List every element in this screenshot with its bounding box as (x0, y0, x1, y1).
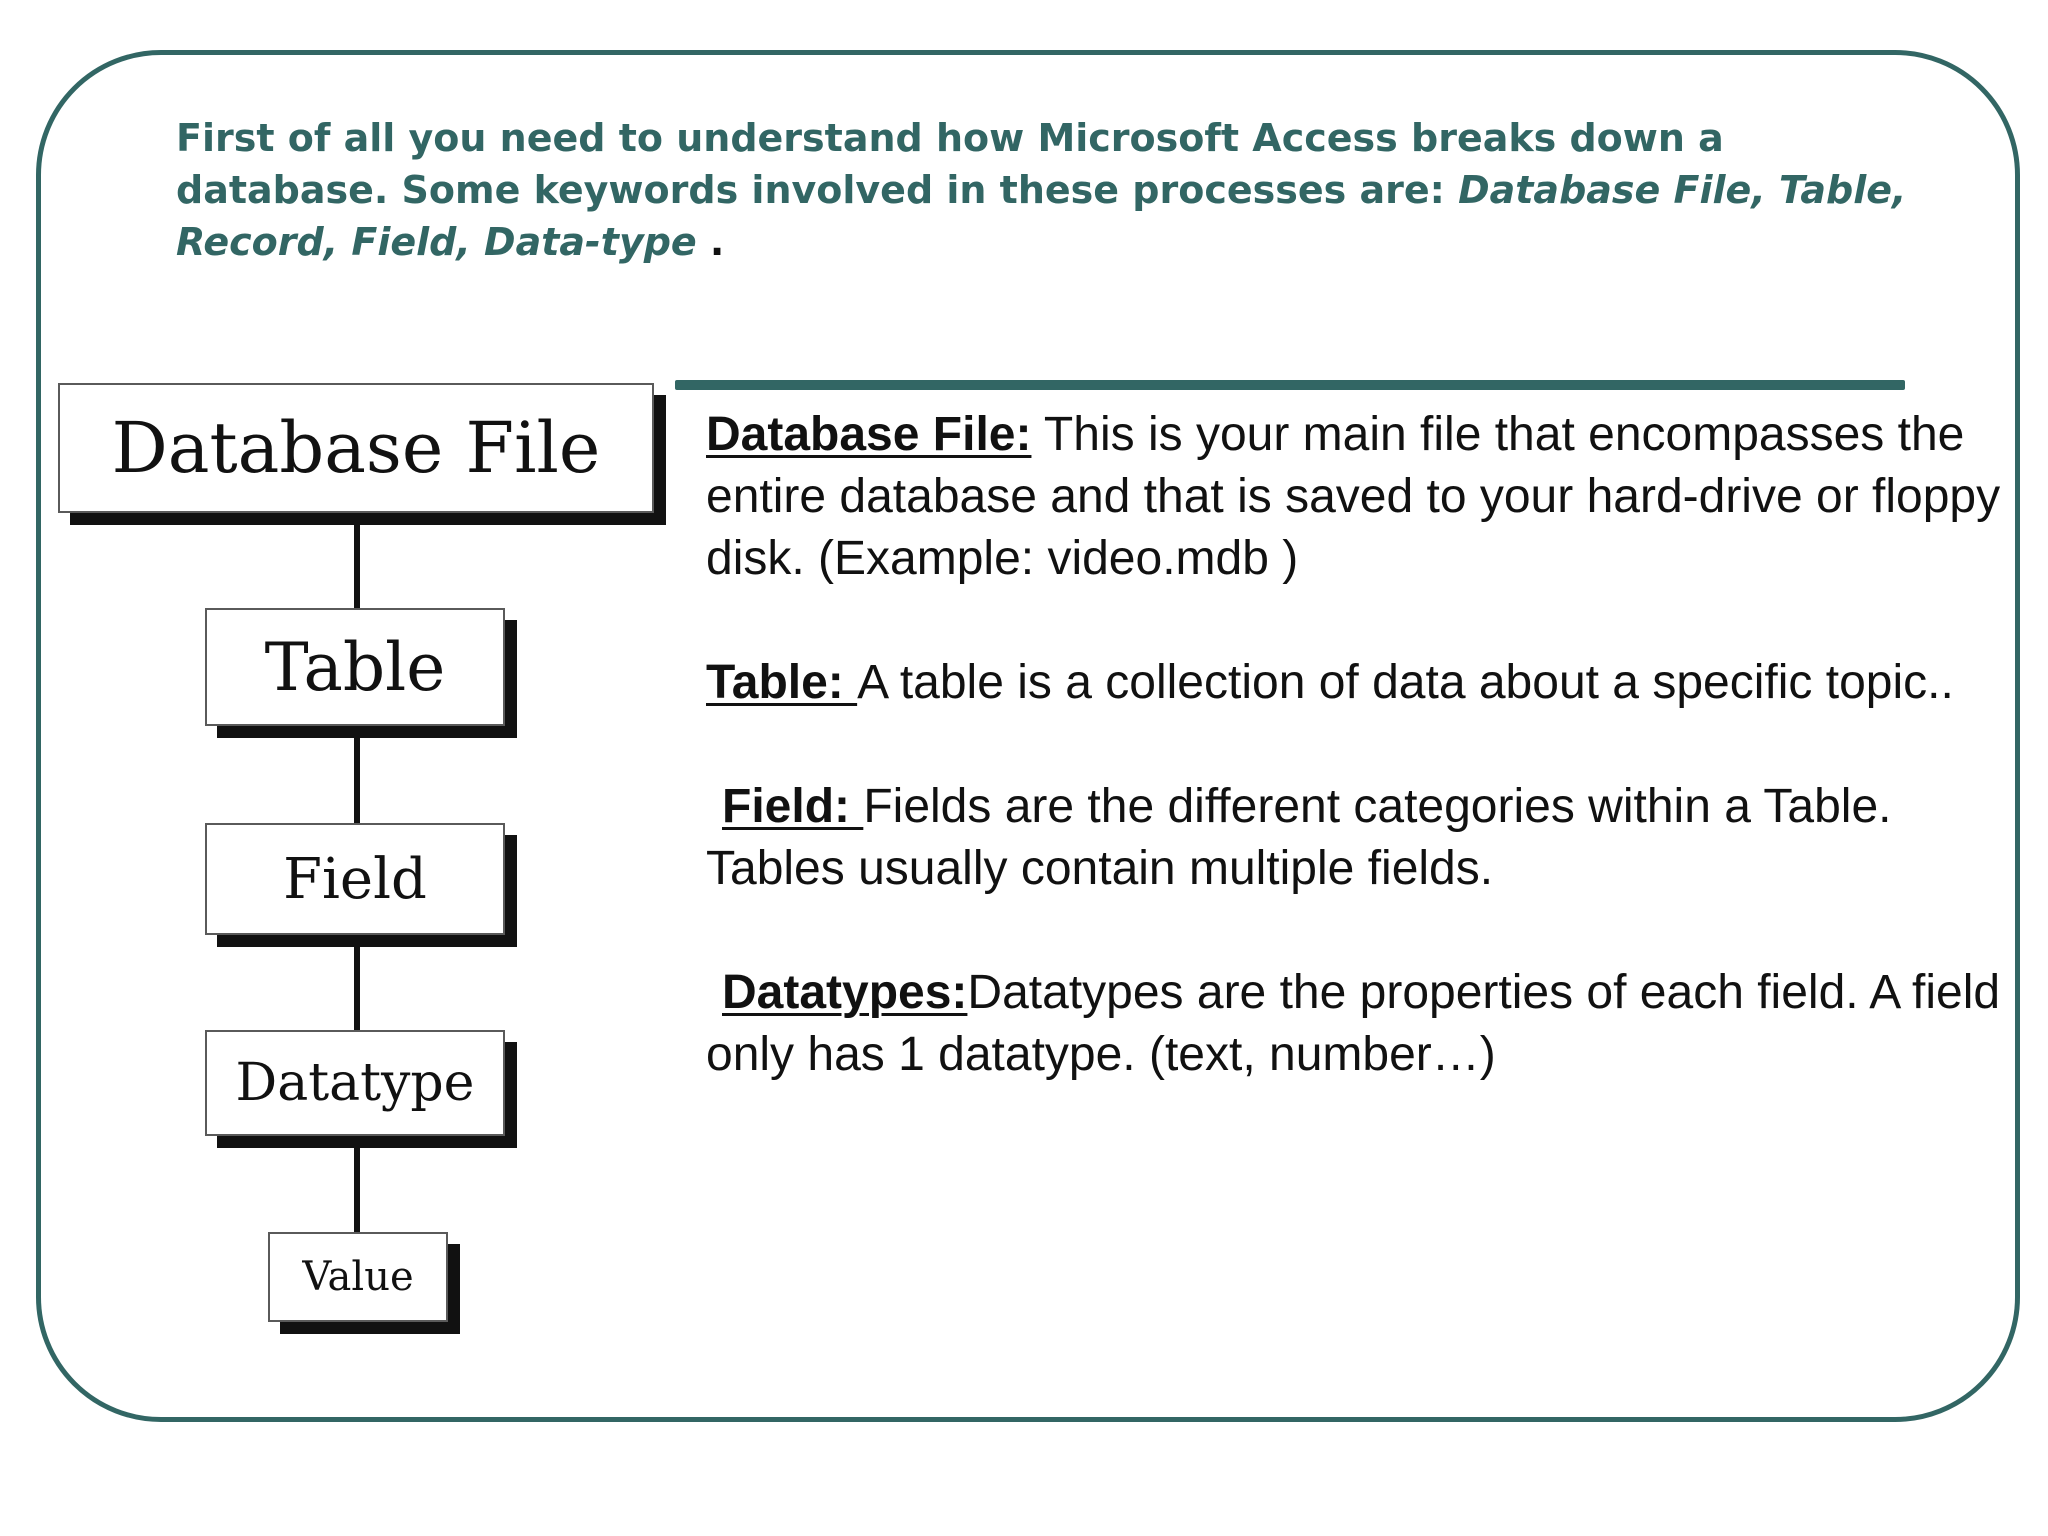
connector-line (354, 513, 360, 608)
definition-datatypes (706, 962, 2006, 1086)
definition-table (706, 652, 2006, 714)
hierarchy-box-value: Value (268, 1232, 448, 1322)
connector-line (354, 935, 360, 1030)
definitions-list (706, 404, 2006, 1148)
hierarchy-box-datatype: Datatype (205, 1030, 505, 1136)
definition-term: Table: (706, 656, 858, 709)
intro-paragraph (176, 112, 1936, 268)
hierarchy-box-table: Table (205, 608, 505, 726)
connector-line (354, 726, 360, 823)
definition-text: A table is a collection of data about a specific topic.. (857, 656, 1954, 709)
intro-text: First of all you need to understand how Microsoft Access breaks down a database. Some keywords involved in these processes are: (176, 116, 1724, 212)
connector-line (354, 1136, 360, 1232)
definition-field (706, 776, 2006, 900)
hierarchy-box-field: Field (205, 823, 505, 935)
divider-rule (675, 380, 1905, 390)
hierarchy-box-database-file: Database File (58, 383, 654, 513)
definition-term: Datatypes: (722, 966, 968, 1019)
definition-database-file (706, 404, 2006, 590)
definition-text: This is your main file that encompasses the entire database and that is saved to your hard-drive or floppy disk. (Example: video.mdb ) (706, 408, 2001, 585)
definition-text: Fields are the different categories within a Table. Tables usually contain multiple fields. (706, 780, 1892, 895)
definition-term: Field: (722, 780, 864, 833)
definition-term: Database File: (706, 408, 1032, 461)
intro-keywords: Database File, Table, Record, Field, Data-type (176, 168, 1907, 264)
definition-text: Datatypes are the properties of each field. A field only has 1 datatype. (text, number…) (706, 966, 2001, 1081)
intro-end: . (696, 220, 725, 264)
